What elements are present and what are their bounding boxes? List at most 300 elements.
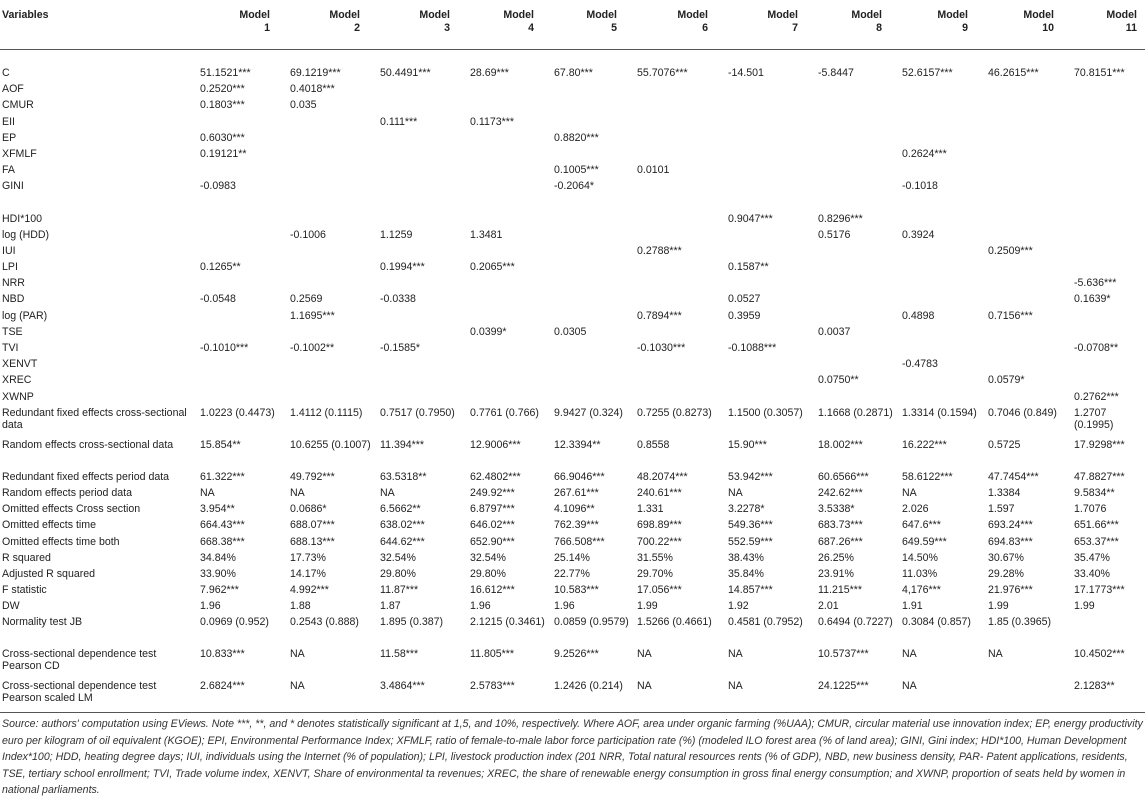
table-cell: 52.6157***	[902, 67, 953, 79]
table-cell	[900, 99, 986, 115]
table-cell: 0.0750**	[818, 374, 859, 387]
row-label: Random effects cross-sectional data	[2, 438, 174, 451]
table-cell: 1.3314 (0.1594)	[902, 406, 977, 419]
table-cell: 0.8558	[637, 438, 670, 451]
table-cell: 55.7076***	[637, 67, 688, 79]
table-cell	[816, 197, 900, 213]
table-cell	[816, 180, 900, 196]
table-cell: NA	[290, 486, 305, 499]
table-cell	[198, 391, 288, 407]
row-label: NBD	[2, 293, 25, 306]
table-row	[0, 277, 1145, 293]
table-cell	[198, 213, 288, 229]
table-cell	[816, 245, 900, 261]
table-cell	[986, 680, 1072, 713]
table-cell: 12.3394**	[554, 438, 601, 451]
table-cell	[816, 293, 900, 309]
table-cell	[900, 293, 986, 309]
table-cell: 1.91	[902, 600, 923, 613]
table-cell: -0.4783	[902, 358, 938, 371]
table-cell	[900, 261, 986, 277]
model-header	[1072, 0, 1145, 50]
table-cell: 17.73%	[290, 551, 326, 564]
table-cell: 11.215***	[818, 584, 862, 597]
table-cell	[288, 277, 378, 293]
table-cell: 47.7454***	[988, 470, 1039, 483]
table-cell: 0.2624***	[902, 147, 947, 160]
table-cell	[288, 180, 378, 196]
table-cell	[552, 213, 635, 229]
table-cell: 0.9047***	[728, 212, 773, 225]
table-cell: 69.1219***	[290, 67, 341, 79]
table-cell: 49.792***	[290, 470, 335, 483]
table-row	[0, 213, 1145, 229]
table-cell: 29.80%	[470, 567, 506, 580]
table-cell: 0.7894***	[637, 309, 682, 322]
table-row	[0, 342, 1145, 358]
table-cell: 653.37***	[1074, 535, 1119, 548]
table-cell	[986, 358, 1072, 374]
table-cell: 4.992***	[290, 584, 329, 597]
table-cell: 688.07***	[290, 519, 335, 532]
table-row	[0, 132, 1145, 148]
table-cell	[468, 277, 552, 293]
table-cell	[900, 164, 986, 180]
table-cell: 33.40%	[1074, 567, 1110, 580]
table-cell	[288, 245, 378, 261]
table-cell: 1.331	[637, 503, 664, 516]
table-cell: 0.2788***	[637, 244, 682, 257]
table-cell: 766.508***	[554, 535, 605, 548]
table-cell: -0.1010***	[200, 342, 249, 354]
row-label: Omitted effects time	[2, 519, 97, 532]
table-cell: 0.0101	[637, 164, 670, 177]
table-cell	[726, 180, 816, 196]
table-cell	[552, 277, 635, 293]
table-cell	[552, 83, 635, 99]
row-label: F statistic	[2, 584, 47, 597]
table-cell: 1.96	[200, 600, 221, 613]
row-label: log (HDD)	[2, 228, 50, 241]
table-cell	[816, 358, 900, 374]
table-cell: -0.1002**	[290, 342, 335, 354]
table-row	[0, 648, 1145, 680]
table-cell: -0.0338	[380, 293, 416, 306]
table-row	[0, 261, 1145, 277]
table-cell: 3.5338*	[818, 503, 855, 516]
table-cell	[1072, 229, 1145, 245]
row-label: LPI	[2, 261, 18, 274]
table-cell: 762.39***	[554, 519, 599, 532]
table-row	[0, 83, 1145, 99]
table-cell: 9.2526***	[554, 648, 599, 661]
table-cell: NA	[635, 680, 726, 713]
row-label: CMUR	[2, 99, 34, 112]
table-row	[0, 326, 1145, 342]
table-cell	[816, 342, 900, 358]
row-label	[0, 197, 198, 213]
table-cell	[378, 213, 468, 229]
table-cell: NA	[290, 648, 305, 661]
table-cell	[986, 164, 1072, 180]
table-cell: 0.111***	[380, 115, 418, 128]
table-cell	[552, 391, 635, 407]
table-cell: 2.6824***	[198, 680, 288, 713]
table-cell	[468, 180, 552, 196]
table-cell	[726, 164, 816, 180]
table-cell: 14.17%	[290, 567, 326, 580]
table-cell	[1072, 83, 1145, 99]
table-cell	[900, 374, 986, 390]
table-cell: 0.7046 (0.849)	[988, 406, 1057, 419]
table-cell	[726, 116, 816, 132]
table-cell	[816, 116, 900, 132]
table-cell: 549.36***	[728, 519, 773, 532]
row-label: TVI	[2, 342, 19, 354]
table-body	[0, 50, 1145, 713]
table-cell: 9.5834**	[1074, 486, 1115, 499]
table-cell	[288, 213, 378, 229]
table-cell: 23.91%	[818, 567, 854, 580]
table-cell: 0.2509***	[988, 244, 1033, 257]
table-cell	[900, 83, 986, 99]
table-cell	[986, 132, 1072, 148]
table-cell: -0.0708**	[1074, 342, 1119, 354]
table-cell: 1.3384	[988, 486, 1021, 499]
table-cell	[288, 374, 378, 390]
model-header-title: Model	[329, 9, 360, 21]
table-cell	[378, 374, 468, 390]
table-cell	[900, 391, 986, 407]
table-cell	[986, 180, 1072, 196]
table-cell	[726, 229, 816, 245]
row-label: Cross-sectional dependence test Pearson scaled LM	[0, 680, 198, 713]
table-cell	[198, 374, 288, 390]
table-row	[0, 310, 1145, 326]
table-cell: 15.90***	[728, 438, 767, 451]
table-cell	[816, 164, 900, 180]
table-cell	[986, 261, 1072, 277]
table-cell	[900, 342, 986, 358]
model-header	[900, 0, 986, 50]
table-cell	[1072, 261, 1145, 277]
table-cell	[986, 277, 1072, 293]
table-cell: 26.25%	[818, 551, 854, 564]
table-cell	[726, 374, 816, 390]
table-cell: 240.61***	[637, 486, 682, 499]
table-row	[0, 358, 1145, 374]
table-cell	[378, 148, 468, 164]
model-header-number: 11	[1125, 22, 1137, 34]
table-cell	[726, 83, 816, 99]
table-cell	[816, 148, 900, 164]
table-cell: 1.5266 (0.4661)	[637, 616, 712, 629]
table-cell: 0.2543 (0.888)	[290, 616, 359, 629]
model-header-title: Model	[1106, 9, 1137, 21]
table-cell	[198, 277, 288, 293]
table-cell: 58.6122***	[902, 470, 953, 483]
table-cell: 0.1173***	[470, 115, 514, 128]
model-header-title: Model	[1023, 9, 1054, 21]
table-cell: 0.1005***	[554, 164, 599, 177]
table-cell	[468, 164, 552, 180]
table-cell	[986, 293, 1072, 309]
table-row	[0, 584, 1145, 600]
table-cell: NA	[637, 648, 652, 661]
table-cell	[552, 342, 635, 358]
table-cell	[468, 197, 552, 213]
table-cell	[816, 391, 900, 407]
table-cell: 35.47%	[1074, 551, 1110, 564]
table-cell: 652.90***	[470, 535, 515, 548]
table-cell: 1.2426 (0.214)	[552, 680, 635, 713]
table-cell	[468, 245, 552, 261]
table-cell: NA	[728, 648, 743, 661]
table-cell	[986, 391, 1072, 407]
table-row	[0, 245, 1145, 261]
table-cell	[1072, 180, 1145, 196]
model-header-number: 3	[444, 22, 450, 34]
table-cell	[635, 180, 726, 196]
table-cell: 2.1283**	[1072, 680, 1145, 713]
table-cell: 28.69***	[470, 67, 509, 79]
table-cell	[198, 358, 288, 374]
table-cell: 700.22***	[637, 535, 682, 548]
table-cell	[468, 99, 552, 115]
table-cell: 0.0969 (0.952)	[200, 616, 269, 629]
table-cell: 14.50%	[902, 551, 938, 564]
table-cell: 9.9427 (0.324)	[554, 406, 623, 419]
table-cell: 1.99	[637, 600, 658, 613]
table-cell: 0.4898	[902, 309, 935, 322]
row-label: HDI*100	[2, 212, 43, 225]
table-row	[0, 680, 1145, 713]
table-cell: 32.54%	[380, 551, 416, 564]
table-cell	[378, 358, 468, 374]
table-cell: 1.1259	[380, 228, 413, 241]
table-cell	[726, 326, 816, 342]
table-cell: 1.3481	[470, 228, 503, 241]
table-cell	[552, 245, 635, 261]
table-cell	[552, 99, 635, 115]
table-cell: 0.1803***	[200, 99, 245, 112]
table-cell: NA	[728, 486, 743, 499]
table-cell: 3.954**	[200, 503, 235, 516]
table-cell	[726, 99, 816, 115]
row-label: R squared	[2, 551, 51, 564]
table-cell: 664.43***	[200, 519, 245, 532]
row-label: AOF	[2, 83, 24, 96]
row-label: XFMLF	[2, 147, 37, 160]
table-cell	[288, 358, 378, 374]
model-header	[726, 0, 816, 50]
table-cell: 0.6030***	[200, 131, 245, 144]
table-cell: -0.2064*	[554, 180, 595, 193]
table-cell	[986, 326, 1072, 342]
table-cell	[468, 358, 552, 374]
row-label: FA	[2, 164, 15, 177]
table-cell: 698.89***	[637, 519, 682, 532]
table-cell	[1072, 326, 1145, 342]
table-cell: 25.14%	[554, 551, 590, 564]
table-cell: -5.636***	[1074, 277, 1117, 290]
table-cell: -0.1585*	[380, 342, 421, 354]
table-cell: 647.6***	[902, 519, 941, 532]
table-cell	[635, 148, 726, 164]
row-label: Cross-sectional dependence test Pearson CD	[2, 648, 157, 673]
table-cell	[1072, 310, 1145, 326]
table-cell	[198, 326, 288, 342]
table-cell: 2.1215 (0.3461)	[470, 616, 545, 629]
model-header-number: 8	[876, 22, 882, 34]
table-cell	[1072, 116, 1145, 132]
table-cell: 1.99	[988, 600, 1009, 613]
table-cell	[468, 374, 552, 390]
table-cell	[1072, 132, 1145, 148]
table-cell: NA	[288, 680, 378, 713]
table-row	[0, 229, 1145, 245]
table-cell	[986, 116, 1072, 132]
model-header-number: 5	[611, 22, 617, 34]
table-cell	[378, 99, 468, 115]
table-cell: 4.1096**	[554, 503, 595, 516]
model-header-number: 7	[792, 22, 798, 34]
table-cell	[378, 245, 468, 261]
table-cell: 1.92	[728, 600, 749, 613]
table-cell: 17.056***	[637, 584, 682, 597]
table-cell: 35.84%	[728, 567, 764, 580]
model-header	[552, 0, 635, 50]
model-header-number: 10	[1042, 22, 1054, 34]
table-cell: -5.8447	[818, 67, 854, 79]
table-cell	[900, 277, 986, 293]
table-cell: 3.2278*	[728, 503, 765, 516]
table-cell: 16.612***	[470, 584, 515, 597]
table-cell	[900, 132, 986, 148]
table-cell	[1072, 245, 1145, 261]
table-row	[0, 471, 1145, 487]
table-cell: -0.0548	[200, 293, 236, 306]
table-cell: -0.1018	[902, 180, 938, 193]
table-cell: 649.59***	[902, 535, 947, 548]
table-cell	[1072, 148, 1145, 164]
table-cell	[198, 229, 288, 245]
table-cell: -0.1030***	[637, 342, 686, 354]
table-cell: 0.8820***	[554, 131, 599, 144]
table-cell	[378, 277, 468, 293]
table-cell: 0.0579*	[988, 374, 1025, 387]
table-cell: 687.26***	[818, 535, 863, 548]
table-cell: 0.2065***	[470, 261, 515, 274]
table-cell: 0.8296***	[818, 212, 863, 225]
table-cell: 0.3084 (0.857)	[902, 616, 971, 629]
table-cell: 0.7255 (0.8273)	[637, 406, 712, 419]
variables-header: Variables	[0, 0, 198, 50]
model-header-title: Model	[586, 9, 617, 21]
row-label: IUI	[2, 244, 16, 257]
table-cell: 0.2520***	[200, 83, 245, 96]
table-cell	[378, 132, 468, 148]
table-cell	[378, 391, 468, 407]
table-cell	[816, 261, 900, 277]
table-cell	[726, 197, 816, 213]
table-cell: NA	[726, 680, 816, 713]
table-cell: 10.4502***	[1074, 648, 1125, 661]
row-label: Omitted effects Cross section	[2, 503, 141, 516]
row-label: XWNP	[2, 390, 34, 403]
table-cell	[635, 132, 726, 148]
table-cell	[986, 99, 1072, 115]
table-cell: 17.1773***	[1074, 584, 1125, 597]
table-cell	[900, 245, 986, 261]
table-row	[0, 116, 1145, 132]
table-cell: 0.0305	[554, 325, 587, 338]
table-cell	[378, 310, 468, 326]
model-header	[635, 0, 726, 50]
table-cell	[635, 326, 726, 342]
model-header-number: 2	[354, 22, 360, 34]
table-row	[0, 148, 1145, 164]
row-label: XREC	[2, 374, 32, 387]
table-cell: NA	[902, 486, 917, 499]
table-cell: 10.583***	[554, 584, 599, 597]
model-header	[816, 0, 900, 50]
table-cell: 0.0527	[728, 293, 761, 306]
table-cell: 1.96	[554, 600, 575, 613]
table-cell: 0.19121**	[200, 147, 247, 160]
table-cell	[986, 229, 1072, 245]
row-label: EII	[2, 115, 15, 128]
table-cell: 0.6494 (0.7227)	[818, 616, 893, 629]
table-cell	[552, 293, 635, 309]
row-label: Random effects period data	[2, 486, 132, 499]
table-cell: 30.67%	[988, 551, 1024, 564]
table-cell	[900, 197, 986, 213]
table-row	[0, 407, 1145, 439]
table-row	[0, 616, 1145, 648]
table-cell	[726, 391, 816, 407]
table-cell: 31.55%	[637, 551, 673, 564]
table-cell: 1.4112 (0.1115)	[290, 406, 363, 419]
table-cell: 11.03%	[902, 567, 938, 580]
row-label: Adjusted R squared	[2, 567, 96, 580]
model-header-title: Model	[239, 9, 270, 21]
row-label: Normality test JB	[2, 616, 83, 629]
row-label: TSE	[2, 325, 23, 338]
table-cell	[1072, 616, 1145, 648]
table-row	[0, 197, 1145, 213]
table-cell	[726, 148, 816, 164]
table-cell	[900, 326, 986, 342]
table-cell: 1.87	[380, 600, 401, 613]
table-cell: 11.805***	[470, 648, 514, 661]
table-cell	[378, 180, 468, 196]
table-cell: 2.026	[902, 503, 929, 516]
table-cell: 38.43%	[728, 551, 764, 564]
row-label: DW	[2, 600, 20, 613]
table-cell: NA	[988, 648, 1003, 661]
table-cell	[288, 197, 378, 213]
model-header	[198, 0, 288, 50]
table-cell	[1072, 99, 1145, 115]
model-header-number: 9	[962, 22, 968, 34]
table-cell	[986, 197, 1072, 213]
model-header-title: Model	[937, 9, 968, 21]
table-cell	[288, 116, 378, 132]
table-cell	[816, 310, 900, 326]
table-cell	[986, 148, 1072, 164]
table-cell	[726, 132, 816, 148]
